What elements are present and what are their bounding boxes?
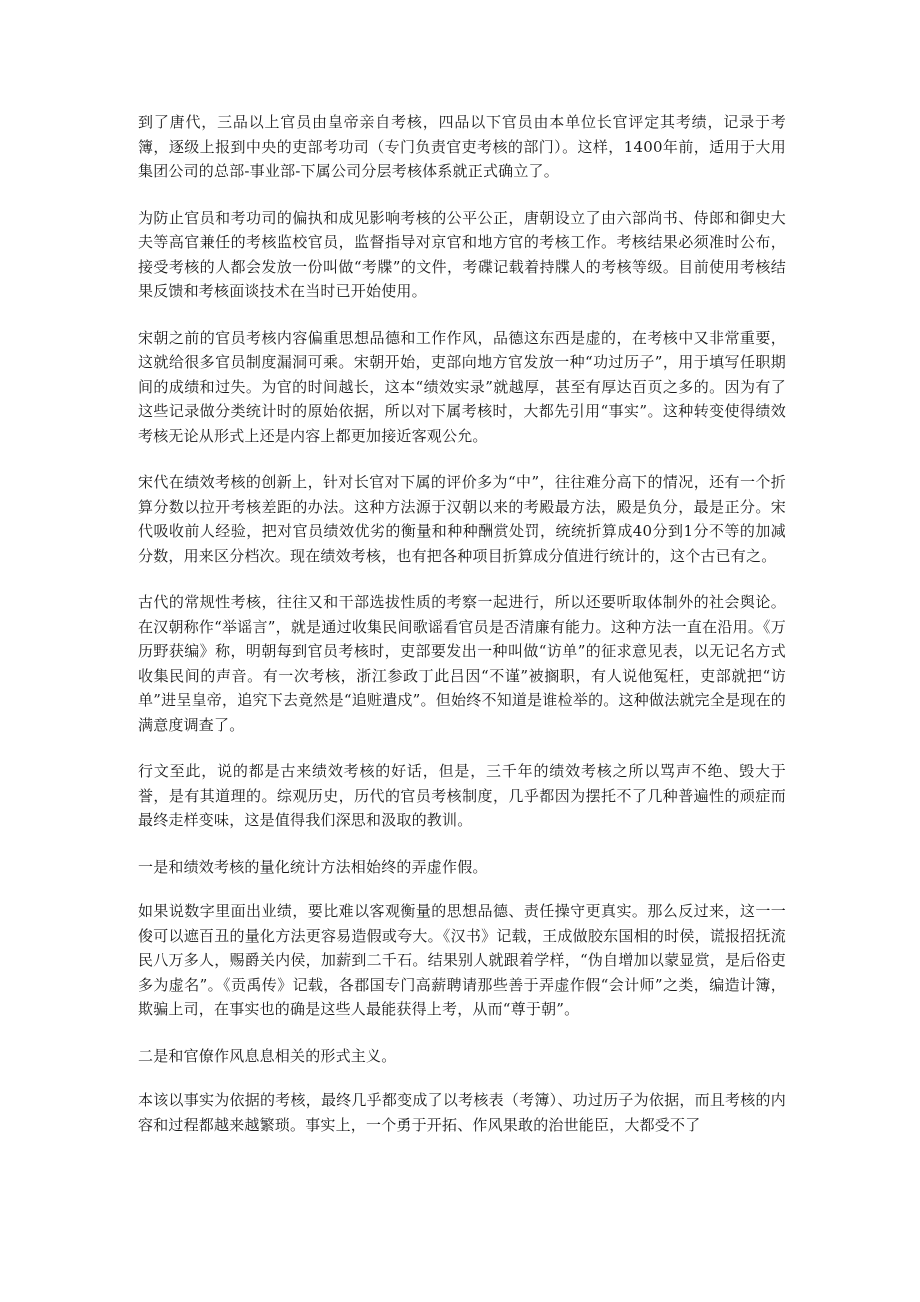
article-body xyxy=(138,110,786,1159)
paragraph-falsification: 如果说数字里面出业绩，要比难以客观衡量的思想品德、责任操守更真实。那么反过来，这一一俊可以遮百丑的量化方法更容易造假或夸大。《汉书》记载，王成做胶东国相的时侯，谎报招抚流民八万多人，赐爵关内侯，加薪到二千石。结果别人就跟着学样，“伪自增加以蒙显赏，是后俗吏多为虚名”。《贡禹传》记载，各郡国专门高薪聘请那些善于弄虚作假“会计师”之类，编造计簿，欺骗上司，在事实也的确是这些人最能获得上考，从而“尊于朝”。 xyxy=(138,902,786,1018)
paragraph-tang-dynasty: 到了唐代，三品以上官员由皇帝亲自考核，四品以下官员由本单位长官评定其考绩，记录于考簿，逐级上报到中央的吏部考功司（专门负责官吏考核的部门）。这样，1400年前，适用于大用集团公司的总部-事业部-下属公司分层考核体系就正式确立了。 xyxy=(138,113,786,180)
paragraph-formalism: 本该以事实为依据的考核，最终几乎都变成了以考核表（考簿）、功过历子为依据，而且考核的内容和过程都越来越繁琐。事实上，一个勇于开拓、作风果敢的治世能臣，大都受不了 xyxy=(138,1091,786,1134)
paragraph-song-records: 宋朝之前的官员考核内容偏重思想品德和工作作风，品德这东西是虚的，在考核中又非常重要，这就给很多官员制度漏洞可乘。宋朝开始，吏部向地方官发放一种“功过历子”，用于填写任职期间的成绩和过失。为官的时间越长，这本“绩效实录”就越厚，甚至有厚达百页之多的。因为有了这些记录做分类统计时的原始依据，所以对下属考核时，大都先引用“事实”。这种转变使得绩效考核无论从形式上还是内容上都更加接近客观公允。 xyxy=(138,328,786,445)
paragraph-supervision: 为防止官员和考功司的偏执和成见影响考核的公平公正，唐朝设立了由六部尚书、侍郎和御史大夫等高官兼任的考核监校官员，监督指导对京官和地方官的考核工作。考核结果必须准时公布，接受考核的人都会发放一份叫做“考牒”的文件，考碟记载着持牒人的考核等级。目前使用考核结果反馈和考核面谈技术在当时已开始使用。 xyxy=(138,208,786,300)
section-heading-falsification: 一是和绩效考核的量化统计方法相始终的弄虚作假。 xyxy=(138,857,488,876)
paragraph-public-opinion: 古代的常规性考核，往往又和干部选拔性质的考察一起进行，所以还要听取体制外的社会舆论。在汉朝称作“举谣言”，就是通过收集民间歌谣看官员是否清廉有能力。这种方法一直在沿用。《万历野获编》称，明朝每到官员考核时，吏部要发出一种叫做“访单”的征求意见表，以无记名方式收集民间的声音。有一次考核，浙江参政丁此吕因“不谨”被搁职，有人说他冤枉，吏部就把“访单”进呈皇帝，追究下去竟然是“追赃遣戍”。但始终不知道是谁检举的。这种做法就完全是现在的满意度调查了。 xyxy=(138,593,786,734)
paragraph-song-scoring: 宋代在绩效考核的创新上，针对长官对下属的评价多为“中”，往往难分高下的情况，还有一个折算分数以拉开考核差距的办法。这种方法源于汉朝以来的考殿最方法，殿是负分，最是正分。宋代吸收前人经验，把对官员绩效优劣的衡量和种种酬赏处罚，统统折算成40分到1分不等的加减分数，用来区分档次。现在绩效考核，也有把各种项目折算成分值进行统计的，这个古已有之。 xyxy=(138,473,786,565)
paragraph-transition: 行文至此，说的都是古来绩效考核的好话，但是，三千年的绩效考核之所以骂声不绝、毁大于誉，是有其道理的。综观历史，历代的官员考核制度，几乎都因为摆托不了几种普遍性的顽症而最终走样变味，这是值得我们深思和汲取的教训。 xyxy=(138,762,786,829)
section-heading-formalism: 二是和官僚作风息息相关的形式主义。 xyxy=(138,1046,397,1065)
